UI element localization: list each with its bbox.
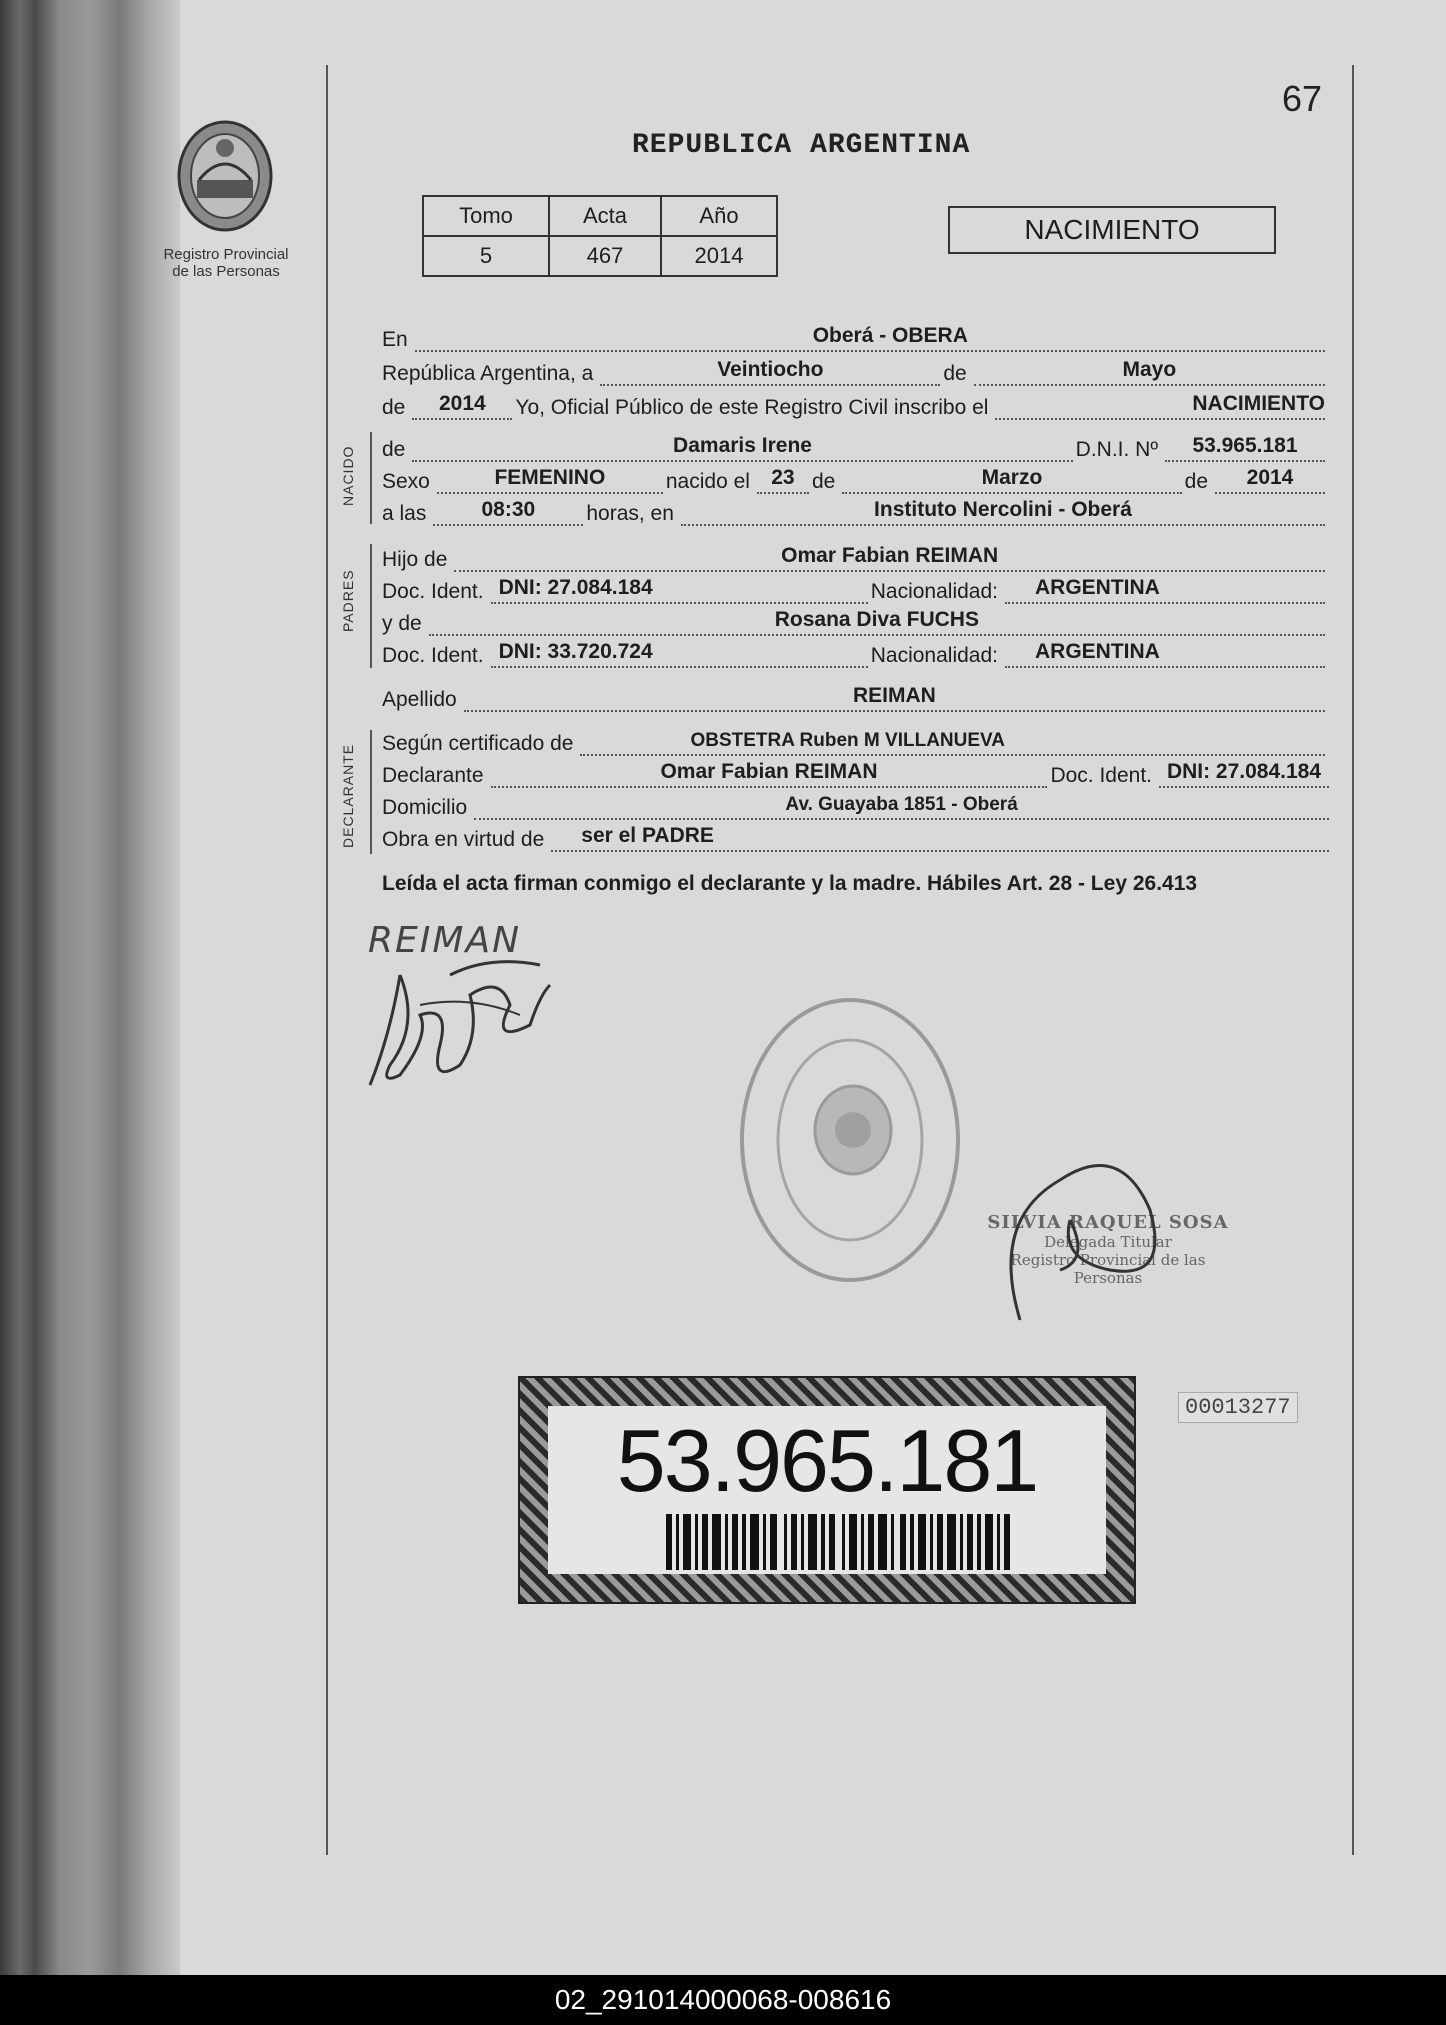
label-de-name: de — [382, 438, 406, 461]
label-de-birth-year: de — [1184, 470, 1208, 493]
label-nac-father: Nacionalidad: — [870, 580, 998, 603]
official-stamp-icon — [735, 990, 965, 1290]
registry-table-values — [423, 236, 777, 276]
value-birth-day: 23 — [771, 466, 795, 489]
value-dni: 53.965.181 — [1192, 434, 1298, 457]
value-father-doc: DNI: 27.084.184 — [498, 576, 653, 599]
label-horas-en: horas, en — [586, 502, 674, 525]
barcode-number: 53.965.181 — [616, 1411, 1038, 1510]
label-y-de: y de — [382, 612, 422, 635]
bracket-padres — [370, 544, 372, 668]
scan-edge — [0, 0, 200, 1975]
registry-value-acta: 467 — [549, 236, 661, 276]
registry-value-tomo: 5 — [423, 236, 549, 276]
value-name: Damaris Irene — [673, 434, 812, 457]
officer-signature-icon — [1000, 1120, 1200, 1340]
label-padres-section: PADRES — [340, 569, 356, 632]
fill-obra — [551, 824, 1329, 852]
row-en — [382, 322, 1328, 352]
closing-text: Leída el acta firman conmigo el declarante y la madre. Hábiles Art. 28 - Ley 26.413 — [382, 872, 1198, 895]
value-father-nat: ARGENTINA — [1035, 576, 1160, 599]
value-sexo: FEMENINO — [494, 466, 606, 489]
row-y-de — [382, 606, 1328, 636]
fill-declarante-doc — [1159, 760, 1329, 788]
seal-caption-line-2: de las Personas — [172, 263, 280, 280]
label-dni: D.N.I. Nº — [1075, 438, 1158, 461]
label-oficial: Yo, Oficial Público de este Registro Civil inscribo el — [515, 396, 989, 419]
value-mother: Rosana Diva FUCHS — [774, 608, 979, 631]
value-month: Mayo — [1122, 358, 1177, 381]
fill-father-nat — [1005, 576, 1325, 604]
label-declarante: Declarante — [382, 764, 484, 787]
fill-birth-month — [842, 466, 1181, 494]
row-obra — [382, 822, 1332, 852]
registry-value-ano: 2014 — [661, 236, 777, 276]
row-father-doc — [382, 574, 1328, 604]
country-title: REPUBLICA ARGENTINA — [632, 130, 971, 161]
row-certificado — [382, 726, 1328, 756]
province-seal-icon — [175, 118, 275, 236]
label-doc-father: Doc. Ident. — [382, 580, 484, 603]
registry-table — [422, 195, 778, 277]
label-republica: República Argentina, a — [382, 362, 594, 385]
value-declarante: Omar Fabian REIMAN — [660, 760, 878, 783]
fill-day-words — [600, 358, 940, 386]
seal-caption-line-1: Registro Provincial — [163, 246, 289, 263]
fill-domicilio — [474, 794, 1329, 820]
value-certificado: OBSTETRA Ruben M VILLANUEVA — [690, 730, 1006, 751]
row-mother-doc — [382, 638, 1328, 668]
fill-dni — [1165, 434, 1325, 462]
label-declarante-section: DECLARANTE — [340, 743, 356, 848]
handwritten-name: REIMAN — [368, 920, 521, 961]
registry-header-tomo: Tomo — [423, 196, 549, 236]
label-nacido-section: NACIDO — [340, 445, 356, 506]
barcode-icon — [666, 1514, 1010, 1570]
fill-time — [433, 498, 583, 526]
fill-declarante — [491, 760, 1048, 788]
control-number: 00013277 — [1178, 1392, 1298, 1423]
label-hijo-de: Hijo de — [382, 548, 448, 571]
label-doc-mother: Doc. Ident. — [382, 644, 484, 667]
value-obra: ser el PADRE — [581, 824, 714, 847]
value-birth-month: Marzo — [981, 466, 1043, 489]
row-year — [382, 390, 1328, 420]
right-margin-line — [1352, 65, 1354, 1855]
value-mother-nat: ARGENTINA — [1035, 640, 1160, 663]
row-sexo — [382, 464, 1328, 494]
footer-id: 02_291014000068-008616 — [0, 1975, 1446, 2025]
officer-name: SILVIA RAQUEL SOSA — [987, 1212, 1229, 1233]
declarant-signature-icon — [360, 915, 560, 1115]
value-time: 08:30 — [481, 498, 536, 521]
label-de: de — [943, 362, 967, 385]
value-domicilio: Av. Guayaba 1851 - Oberá — [785, 794, 1018, 815]
label-nacido-el: nacido el — [665, 470, 750, 493]
value-birth-year: 2014 — [1246, 466, 1294, 489]
row-apellido — [382, 682, 1328, 712]
value-inscribe: NACIMIENTO — [1192, 392, 1325, 415]
fill-mother — [429, 608, 1325, 636]
row-nacido-name — [382, 432, 1328, 462]
row-hijo-de — [382, 542, 1328, 572]
fill-name — [412, 434, 1072, 462]
officer-org: Registro Provincial de las Personas — [1010, 1251, 1206, 1287]
value-year: 2014 — [439, 392, 486, 415]
fill-father-doc — [491, 576, 868, 604]
registry-header-ano: Año — [661, 196, 777, 236]
label-domicilio: Domicilio — [382, 796, 468, 819]
value-mother-doc: DNI: 33.720.724 — [498, 640, 653, 663]
label-sexo: Sexo — [382, 470, 430, 493]
officer-title: Delegada Titular — [1044, 1233, 1172, 1251]
row-hora — [382, 496, 1328, 526]
label-nac-mother: Nacionalidad: — [870, 644, 998, 667]
value-birth-place: Instituto Nercolini - Oberá — [874, 498, 1132, 521]
registry-header-acta: Acta — [549, 196, 661, 236]
label-en: En — [382, 328, 408, 351]
fill-apellido — [464, 684, 1325, 712]
fill-mother-nat — [1005, 640, 1325, 668]
fill-month — [974, 358, 1325, 386]
left-margin-line — [326, 65, 328, 1855]
fill-birth-year — [1215, 466, 1325, 494]
bracket-declarante — [370, 730, 372, 854]
value-day-words: Veintiocho — [717, 358, 824, 381]
value-apellido: REIMAN — [852, 684, 936, 707]
value-place: Oberá - OBERA — [812, 324, 968, 347]
barcode-label — [548, 1406, 1106, 1574]
registry-table-header — [423, 196, 777, 236]
label-de-month: de — [811, 470, 836, 493]
bracket-nacido — [370, 432, 372, 524]
label-obra: Obra en virtud de — [382, 828, 545, 851]
row-domicilio — [382, 790, 1332, 820]
fill-mother-doc — [491, 640, 868, 668]
fill-certificado — [580, 730, 1325, 756]
fill-birth-place — [681, 498, 1325, 526]
fill-birth-day — [757, 466, 809, 494]
record-type-box: NACIMIENTO — [948, 206, 1276, 254]
fill-sexo — [437, 466, 663, 494]
label-doc-declarante: Doc. Ident. — [1050, 764, 1152, 787]
fill-year — [412, 392, 512, 420]
row-declarante — [382, 758, 1332, 788]
seal-caption — [148, 246, 304, 280]
fill-father — [454, 544, 1325, 572]
barcode-frame — [518, 1376, 1136, 1604]
value-father: Omar Fabian REIMAN — [781, 544, 999, 567]
label-de-year: de — [382, 396, 406, 419]
label-certificado: Según certificado de — [382, 732, 574, 755]
value-declarante-doc: DNI: 27.084.184 — [1166, 760, 1322, 783]
fill-inscribe — [995, 392, 1325, 420]
label-a-las: a las — [382, 502, 427, 525]
fill-place — [415, 324, 1325, 352]
row-republica — [382, 356, 1328, 386]
page-number: 67 — [1282, 78, 1323, 119]
label-apellido: Apellido — [382, 688, 457, 711]
